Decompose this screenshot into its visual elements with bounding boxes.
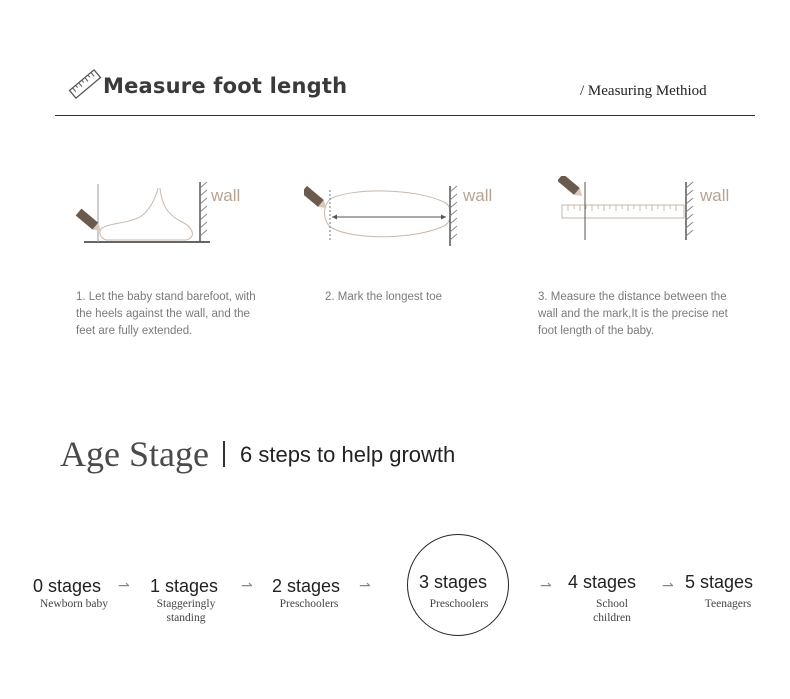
stage-2-name: 2 stages [272, 576, 341, 596]
step3-line: wall and the mark,It is the precise net [538, 308, 728, 320]
arrow-icon: ⇀ [540, 578, 552, 594]
step3-line: 3. Measure the distance between the [538, 291, 727, 303]
stage-2-desc-line: Preschoolers [279, 598, 339, 610]
step1-line: the heels against the wall, and the [76, 308, 250, 320]
header-divider [55, 115, 755, 116]
stage-4-desc [566, 597, 658, 625]
stage-3-name: 3 stages [419, 572, 488, 592]
step1-wall-label: wall [211, 186, 241, 205]
stage-5-name: 5 stages [685, 572, 754, 592]
stage-1-name: 1 stages [150, 576, 219, 596]
arrow-icon: ⇀ [118, 578, 130, 594]
arrow-icon: ⇀ [359, 578, 371, 594]
step3-description [538, 289, 728, 340]
step3-illustration [558, 176, 698, 246]
step1-line: 1. Let the baby stand barefoot, with [76, 291, 256, 303]
age-stage-title: Age Stage [60, 434, 209, 474]
stage-3-desc-line: Preschoolers [429, 598, 489, 610]
step2-wall-label: wall [463, 186, 493, 205]
stage-0-name: 0 stages [33, 576, 102, 596]
stage-0-desc [28, 597, 120, 611]
step3-line: foot length of the baby. [538, 325, 655, 337]
section-subtitle: / Measuring Methiod [580, 83, 707, 99]
stage-4-desc-line: children [593, 612, 631, 624]
stage-4-desc-line: School [596, 598, 628, 610]
step2-illustration [304, 180, 464, 250]
arrow-icon: ⇀ [241, 578, 253, 594]
age-stage-subtitle: 6 steps to help growth [240, 442, 456, 467]
step1-description [76, 289, 256, 340]
stage-3-desc [412, 597, 506, 611]
stage-5-desc-line: Teenagers [704, 598, 752, 610]
stage-1-desc-line: Staggeringly [156, 598, 216, 610]
title-divider [223, 441, 225, 467]
stage-5-desc [682, 597, 774, 611]
step2-line: 2. Mark the longest toe [325, 291, 442, 303]
stage-4-name: 4 stages [568, 572, 637, 592]
step1-line: feet are fully extended. [76, 325, 193, 337]
stage-0-desc-line: Newborn baby [39, 598, 109, 610]
ruler-icon [68, 67, 102, 101]
page-title: Measure foot length [103, 74, 348, 98]
arrow-icon: ⇀ [662, 578, 674, 594]
stage-1-desc [140, 597, 232, 625]
stage-2-desc [262, 597, 356, 611]
stage-1-desc-line: standing [166, 612, 206, 624]
step2-description [325, 289, 442, 306]
step3-wall-label: wall [700, 186, 730, 205]
